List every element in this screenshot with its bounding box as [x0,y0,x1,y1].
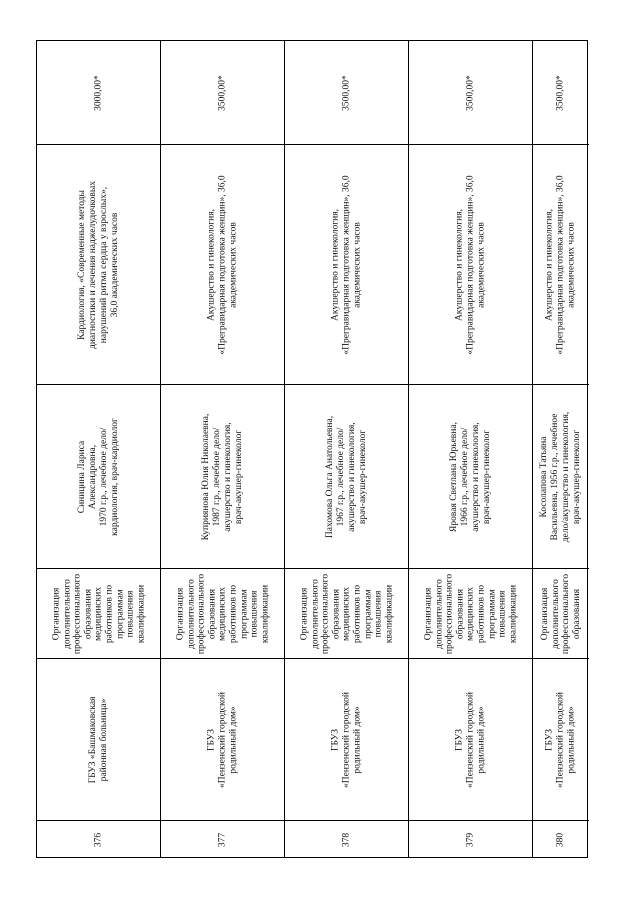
course-text: Кардиология, «Современные методы диагностики и лечения наджелудочковых нарушений ритма сердца у взрослых», 36,0 академических часов [76,180,120,349]
institution-cell [409,659,532,821]
table-row [37,41,161,857]
organizer-text: Организация дополнительного профессионального образования [539,573,582,654]
price-cell [409,41,532,145]
num-text: 376 [93,832,103,848]
person-text: Яровая Светлана Юрьевна, 1966 г.р., лечебное дело/ акушерство и гинекология, врач-акушер-гинеколог [448,421,492,532]
organizer-text: Организация дополнительного профессионального образования медицинских работников по программам повышения квалификации [298,573,394,654]
table-row [285,41,409,857]
num-text: 378 [341,832,351,848]
num-cell [37,821,160,859]
person-cell [37,385,160,569]
num-text: 380 [555,832,566,848]
institution-text: ГБУЗ «Пензенский городской родильный дом» [544,691,577,788]
table-row [161,41,285,857]
course-text: Акушерство и гинекология, «Прегравидарная подготовка женщин», 36,0 академических часов [454,174,486,355]
table [36,40,588,858]
organizer-cell [409,569,532,659]
organizer-text: Организация дополнительного профессионального образования медицинских работников по программам повышения квалификации [422,573,518,654]
person-text: Косолапова Татьяна Васильевна, 1956 г.р., лечебное дело/акушерство и гинекология, врач-акушер-гинеколог [539,411,582,542]
person-cell [161,385,284,569]
organizer-cell [285,569,408,659]
num-cell [161,821,284,859]
institution-text: ГБУЗ «Пензенский городской родильный дом» [330,691,362,788]
price-cell [533,41,589,145]
price-text: 3500,00* [555,74,566,111]
course-text: Акушерство и гинекология, «Прегравидарная подготовка женщин», 36,0 академических часов [206,174,238,355]
person-text: Синицина Лариса Александровна, 1970 г.р., лечебное дело/ кардиология, врач-кардиолог [76,417,120,536]
organizer-text: Организация дополнительного профессионального образования медицинских работников по программам повышения квалификации [50,573,146,654]
num-text: 377 [217,832,227,848]
price-text: 3500,00* [217,74,227,111]
price-text: 3000,00* [93,74,103,111]
institution-cell [285,659,408,821]
course-cell [533,145,589,385]
table-row [533,41,589,857]
institution-cell [533,659,589,821]
person-text: Куприянова Юлия Николаевна, 1987 г.р., лечебное дело/ акушерство и гинекология, врач-акушер-гинеколог [200,413,244,540]
person-text: Пахомова Ольга Анатольевна, 1967 г.р., лечебное дело/ акушерство и гинекология, врач-акушер-гинеколог [324,415,368,538]
course-cell [285,145,408,385]
course-text: Акушерство и гинекология, «Прегравидарная подготовка женщин», 36,0 академических часов [330,174,362,355]
num-cell [533,821,589,859]
course-cell [161,145,284,385]
course-cell [37,145,160,385]
person-cell [285,385,408,569]
person-cell [409,385,532,569]
table-row [409,41,533,857]
price-text: 3500,00* [465,74,475,111]
organizer-text: Организация дополнительного профессионального образования медицинских работников по программам повышения квалификации [174,573,270,654]
num-cell [285,821,408,859]
organizer-cell [533,569,589,659]
institution-text: ГБУЗ «Пензенский городской родильный дом» [454,691,486,788]
course-cell [409,145,532,385]
institution-text: ГБУЗ «Пензенский городской родильный дом» [206,691,238,788]
person-cell [533,385,589,569]
institution-cell [161,659,284,821]
price-cell [285,41,408,145]
organizer-cell [37,569,160,659]
price-cell [37,41,160,145]
num-text: 379 [465,832,475,848]
institution-cell [37,659,160,821]
course-text: Акушерство и гинекология, «Прегравидарная подготовка женщин», 36,0 академических часов [544,174,577,355]
institution-text: ГБУЗ «Башмаковская районная больница» [87,696,109,783]
price-cell [161,41,284,145]
num-cell [409,821,532,859]
price-text: 3500,00* [341,74,351,111]
organizer-cell [161,569,284,659]
